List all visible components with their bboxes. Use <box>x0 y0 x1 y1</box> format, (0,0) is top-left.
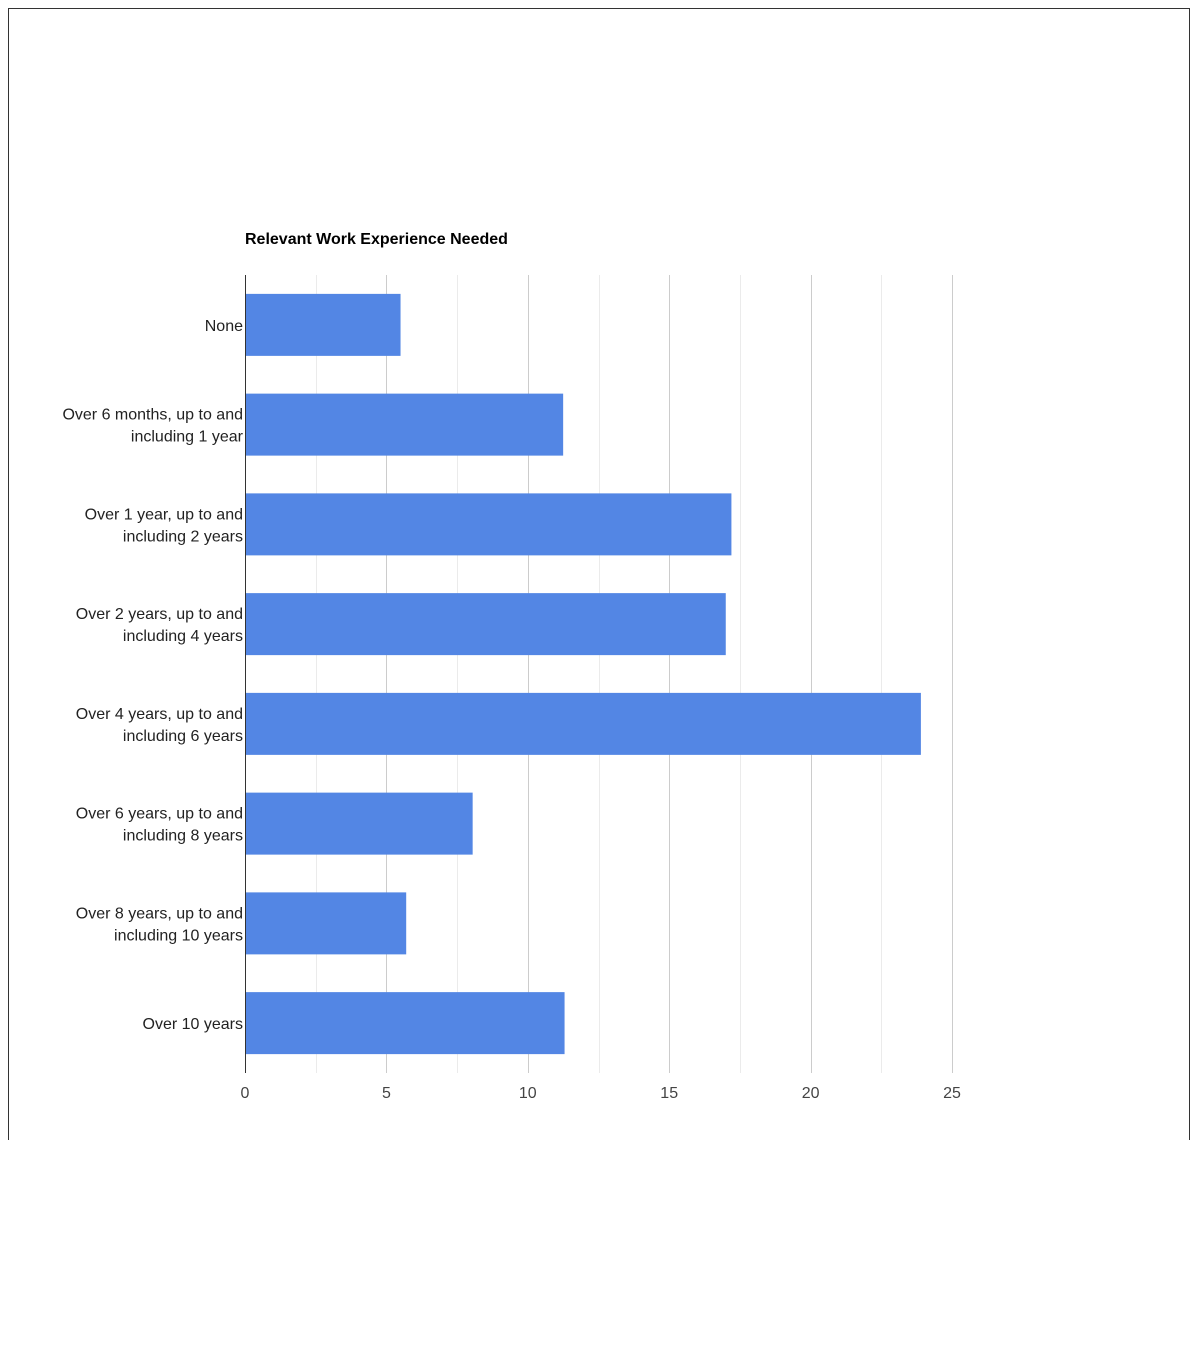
tick-labels <box>241 1085 961 1102</box>
bar <box>245 493 731 555</box>
bar <box>245 593 726 655</box>
category-label: Over 6 years, up to and <box>75 805 243 823</box>
category-label: None <box>204 317 243 335</box>
category-labels <box>62 318 243 1033</box>
category-label: including 10 years <box>114 927 243 945</box>
x-tick-label: 20 <box>801 1085 820 1102</box>
bar <box>245 992 565 1054</box>
category-label: Over 6 months, up to and <box>62 406 243 424</box>
category-label: Over 4 years, up to and <box>75 705 243 723</box>
bar <box>245 892 406 954</box>
bar <box>245 693 921 755</box>
bar <box>245 294 401 356</box>
category-label: including 2 years <box>122 528 243 546</box>
category-label: including 1 year <box>130 428 243 446</box>
chart-title: Relevant Work Experience Needed <box>245 231 508 248</box>
category-label: including 6 years <box>122 727 243 745</box>
category-label: including 8 years <box>122 827 243 845</box>
category-label: Over 2 years, up to and <box>75 606 243 624</box>
x-tick-label: 25 <box>943 1085 961 1102</box>
x-tick-label: 10 <box>518 1085 537 1102</box>
x-tick-label: 15 <box>660 1085 679 1102</box>
category-label: including 4 years <box>122 628 243 646</box>
category-label: Over 10 years <box>142 1016 243 1034</box>
bar <box>245 394 563 456</box>
category-label: Over 8 years, up to and <box>75 905 243 923</box>
bars <box>245 294 921 1054</box>
x-tick-label: 0 <box>240 1085 250 1102</box>
x-tick-label: 5 <box>381 1085 391 1102</box>
bar <box>245 793 473 855</box>
category-label: Over 1 year, up to and <box>84 506 243 524</box>
